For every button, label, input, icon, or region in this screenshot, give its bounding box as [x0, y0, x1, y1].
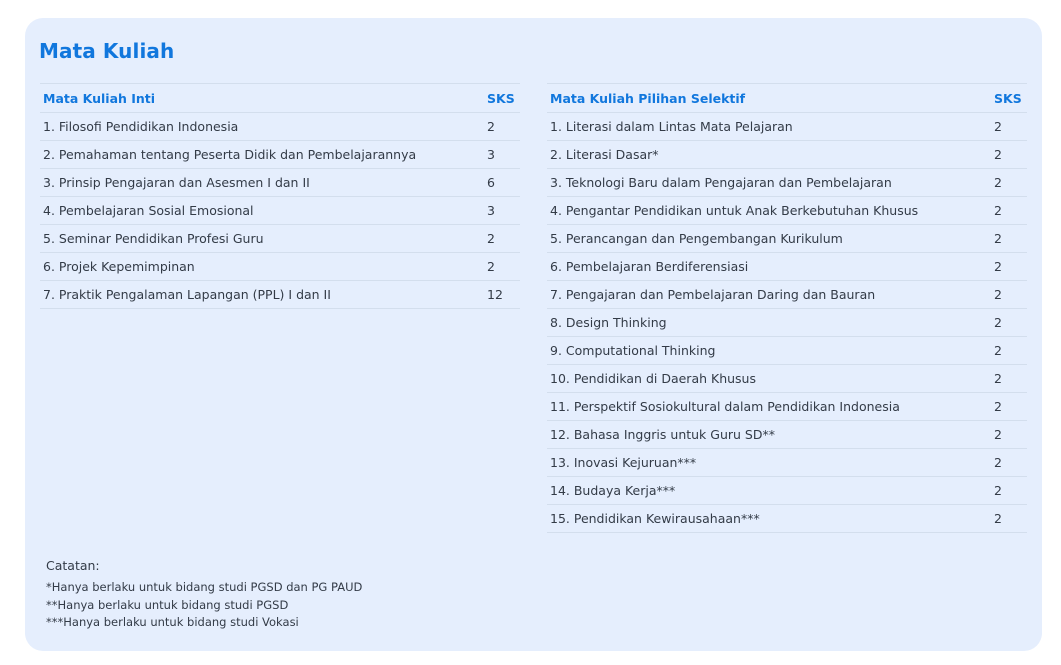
course-name: 5. Seminar Pendidikan Profesi Guru	[40, 225, 484, 253]
table-row	[40, 225, 520, 253]
course-sks: 6	[484, 169, 520, 197]
table-row	[40, 197, 520, 225]
course-sks: 2	[991, 421, 1027, 449]
table-row	[40, 141, 520, 169]
course-name: 11. Perspektif Sosiokultural dalam Pendidikan Indonesia	[547, 393, 991, 421]
course-name: 12. Bahasa Inggris untuk Guru SD**	[547, 421, 991, 449]
table-row	[547, 449, 1027, 477]
elective-courses-table	[547, 83, 1027, 533]
course-name: 1. Literasi dalam Lintas Mata Pelajaran	[547, 113, 991, 141]
course-sks: 2	[484, 253, 520, 281]
table-row	[547, 309, 1027, 337]
course-name: 2. Pemahaman tentang Peserta Didik dan Pembelajarannya	[40, 141, 484, 169]
course-name: 13. Inovasi Kejuruan***	[547, 449, 991, 477]
course-name: 6. Projek Kepemimpinan	[40, 253, 484, 281]
course-name: 4. Pengantar Pendidikan untuk Anak Berkebutuhan Khusus	[547, 197, 991, 225]
table-row	[547, 113, 1027, 141]
course-sks: 2	[991, 169, 1027, 197]
course-sks: 2	[991, 225, 1027, 253]
table-row	[547, 421, 1027, 449]
course-sks: 2	[991, 393, 1027, 421]
course-name: 5. Perancangan dan Pengembangan Kurikulum	[547, 225, 991, 253]
course-sks: 2	[991, 505, 1027, 533]
course-name: 7. Pengajaran dan Pembelajaran Daring dan Bauran	[547, 281, 991, 309]
course-sks: 2	[991, 141, 1027, 169]
course-sks: 2	[484, 225, 520, 253]
table-header-row	[547, 84, 1027, 113]
course-name: 3. Prinsip Pengajaran dan Asesmen I dan II	[40, 169, 484, 197]
table-row	[547, 477, 1027, 505]
table-row	[40, 281, 520, 309]
course-sks: 2	[991, 281, 1027, 309]
elective-courses-body	[547, 113, 1027, 533]
table-row	[547, 141, 1027, 169]
core-sks-header: SKS	[484, 84, 520, 113]
notes-heading: Catatan:	[46, 558, 100, 573]
table-row	[40, 113, 520, 141]
course-name: 8. Design Thinking	[547, 309, 991, 337]
course-sks: 2	[991, 365, 1027, 393]
course-sks: 12	[484, 281, 520, 309]
elective-sks-header: SKS	[991, 84, 1027, 113]
course-sks: 2	[991, 197, 1027, 225]
course-name: 9. Computational Thinking	[547, 337, 991, 365]
notes-section	[46, 558, 362, 632]
course-sks: 2	[991, 253, 1027, 281]
course-sks: 2	[991, 337, 1027, 365]
table-row	[547, 281, 1027, 309]
table-row	[547, 393, 1027, 421]
course-name: 6. Pembelajaran Berdiferensiasi	[547, 253, 991, 281]
course-name: 7. Praktik Pengalaman Lapangan (PPL) I dan II	[40, 281, 484, 309]
table-row	[547, 169, 1027, 197]
table-row	[547, 225, 1027, 253]
table-row	[40, 253, 520, 281]
course-name: 3. Teknologi Baru dalam Pengajaran dan Pembelajaran	[547, 169, 991, 197]
note-line: **Hanya berlaku untuk bidang studi PGSD	[46, 597, 289, 612]
course-name: 15. Pendidikan Kewirausahaan***	[547, 505, 991, 533]
course-sks: 2	[991, 113, 1027, 141]
table-row	[547, 505, 1027, 533]
core-courses-table	[40, 83, 520, 309]
note-line: ***Hanya berlaku untuk bidang studi Vokasi	[46, 615, 299, 629]
table-row	[547, 365, 1027, 393]
table-header-row	[40, 84, 520, 113]
core-courses-body	[40, 113, 520, 309]
core-courses-header: Mata Kuliah Inti	[40, 84, 484, 113]
course-name: 14. Budaya Kerja***	[547, 477, 991, 505]
table-row	[547, 337, 1027, 365]
course-sks: 2	[991, 477, 1027, 505]
table-row	[40, 169, 520, 197]
elective-courses-header: Mata Kuliah Pilihan Selektif	[547, 84, 991, 113]
course-sks: 2	[484, 113, 520, 141]
course-card	[25, 18, 1042, 651]
course-sks: 3	[484, 141, 520, 169]
course-name: 10. Pendidikan di Daerah Khusus	[547, 365, 991, 393]
table-row	[547, 253, 1027, 281]
course-sks: 3	[484, 197, 520, 225]
course-name: 1. Filosofi Pendidikan Indonesia	[40, 113, 484, 141]
table-row	[547, 197, 1027, 225]
course-sks: 2	[991, 309, 1027, 337]
course-sks: 2	[991, 449, 1027, 477]
page-title: Mata Kuliah	[39, 39, 175, 63]
course-name: 2. Literasi Dasar*	[547, 141, 991, 169]
note-line: *Hanya berlaku untuk bidang studi PGSD dan PG PAUD	[46, 580, 363, 594]
course-name: 4. Pembelajaran Sosial Emosional	[40, 197, 484, 225]
